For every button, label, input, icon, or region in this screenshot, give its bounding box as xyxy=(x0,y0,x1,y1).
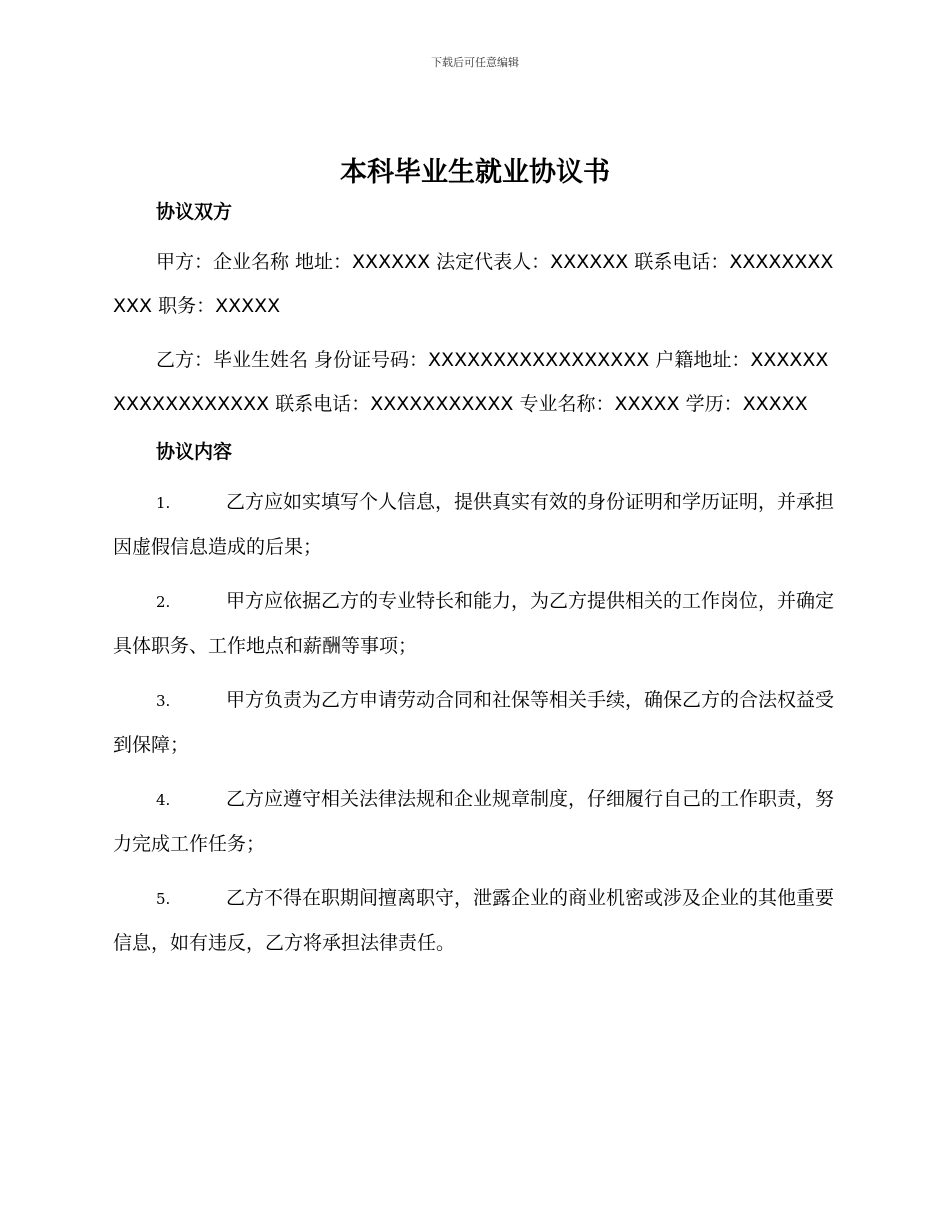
content-heading: 协议内容 xyxy=(156,441,233,463)
clause-text: 乙方应遵守相关法律法规和企业规章制度，仔细履行自己的工作职责，努力完成工作任务； xyxy=(113,788,835,855)
party-a-paragraph: 甲方：企业名称 地址：XXXXXX 法定代表人：XXXXXX 联系电话：XXXXXXXXXXX 职务：XXXXX xyxy=(113,251,834,317)
clause-text: 乙方不得在职期间擅离职守，泄露企业的商业机密或涉及企业的其他重要信息，如有违反，乙方将承担法律责任。 xyxy=(113,887,835,954)
parties-heading: 协议双方 xyxy=(156,201,233,223)
clause-text: 甲方应依据乙方的专业特长和能力，为乙方提供相关的工作岗位，并确定具体职务、工作地点和薪酬等事项； xyxy=(113,590,835,657)
clause-item xyxy=(113,876,835,965)
clause-item xyxy=(113,777,835,866)
clause-number: 5. xyxy=(156,890,171,908)
clause-number: 3. xyxy=(156,692,171,710)
clause-number: 1. xyxy=(156,494,171,512)
clause-text: 甲方负责为乙方申请劳动合同和社保等相关手续，确保乙方的合法权益受到保障； xyxy=(113,689,835,756)
party-b-paragraph: 乙方：毕业生姓名 身份证号码：XXXXXXXXXXXXXXXXX 户籍地址：XXXXXXXXXXXXXXXXXX 联系电话：XXXXXXXXXXX 专业名称：XXXXX 学历：XXXXX xyxy=(113,349,829,415)
document-body xyxy=(113,196,835,965)
clause-number: 4. xyxy=(156,791,171,809)
clause-number: 2. xyxy=(156,593,171,611)
clause-item xyxy=(113,678,835,767)
document-title: 本科毕业生就业协议书 xyxy=(340,157,610,188)
clause-item xyxy=(113,480,835,569)
header-note: 下载后可任意编辑 xyxy=(431,56,519,69)
clause-item xyxy=(113,579,835,668)
clause-text: 乙方应如实填写个人信息，提供真实有效的身份证明和学历证明，并承担因虚假信息造成的后果； xyxy=(113,491,835,558)
